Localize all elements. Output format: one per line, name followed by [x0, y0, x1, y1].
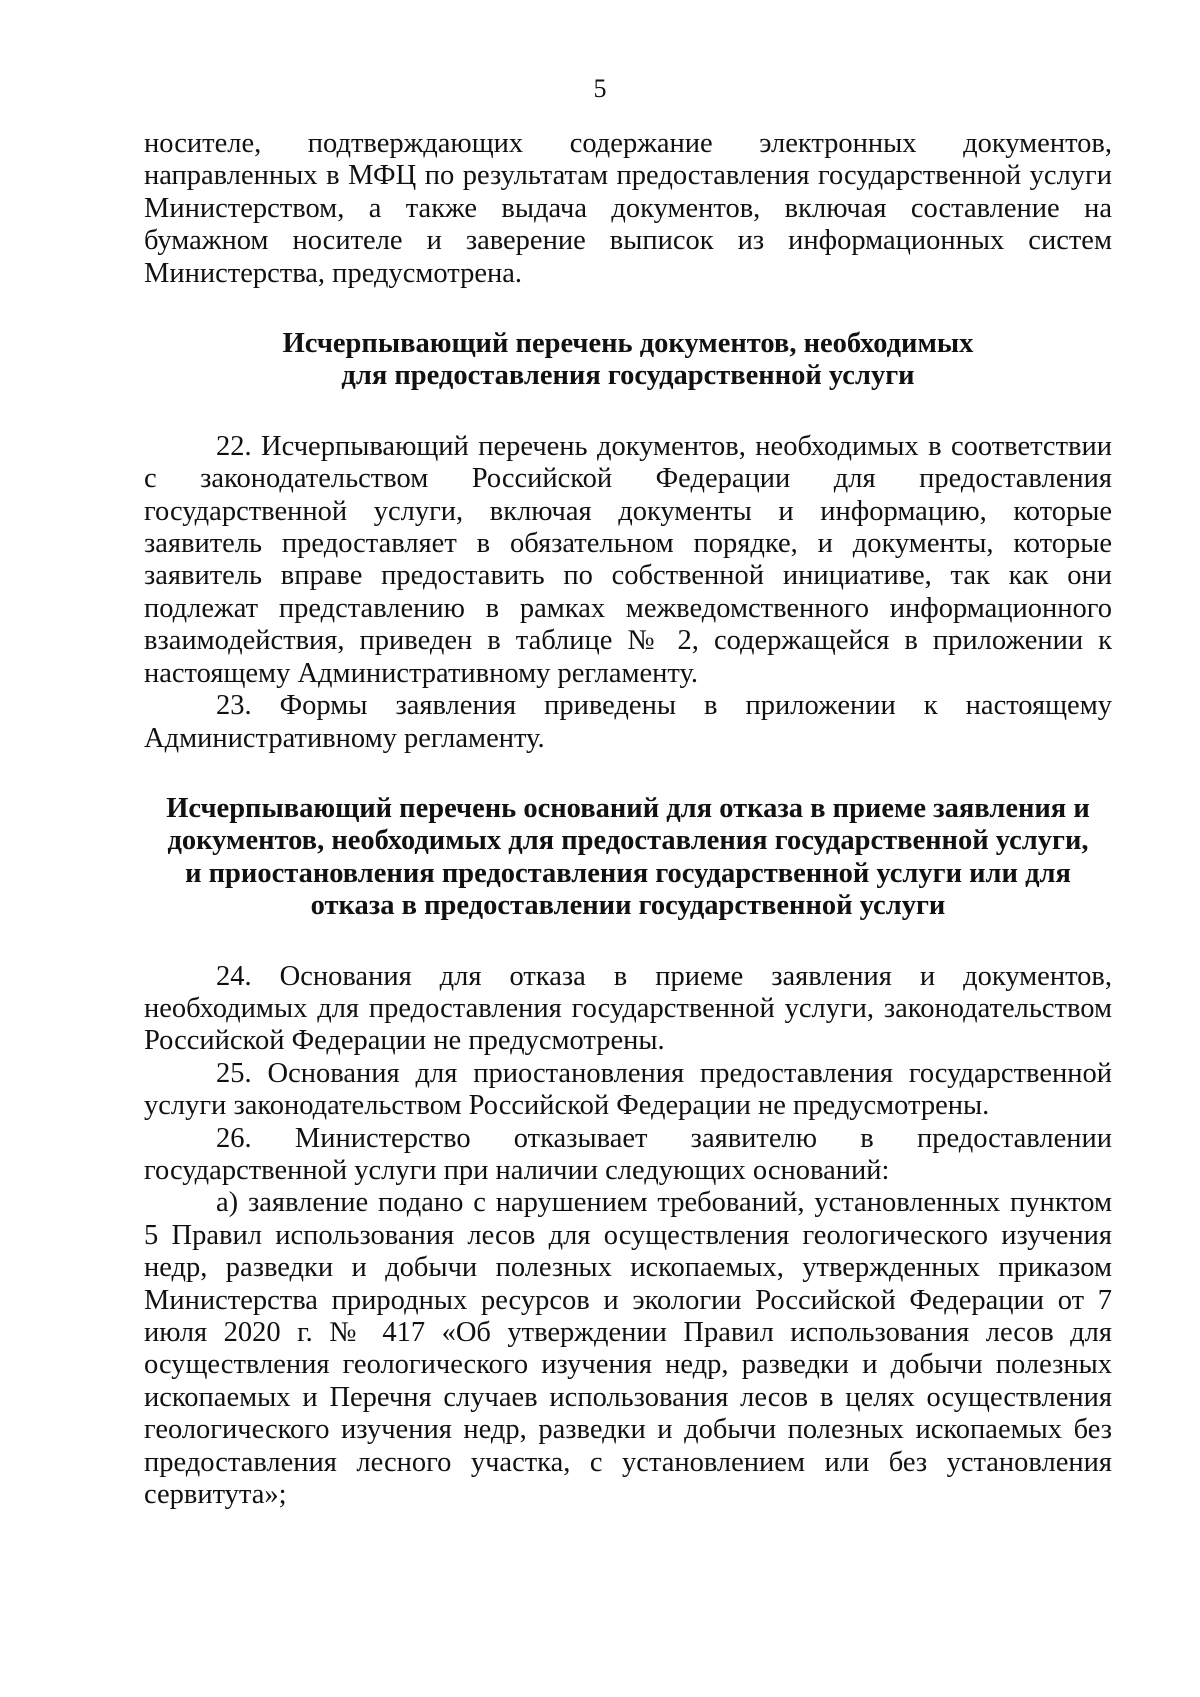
heading-refusal-grounds — [144, 793, 1112, 923]
intro-paragraph: носителе, подтверждающих содержание электронных документов, направленных в МФЦ по результатам предоставления государственной услуги Министерством, а также выдача документов, включая составление на бумажном носителе и заверение выписок из информационных систем Министерства, предусмотрена. — [144, 128, 1112, 289]
document-body — [144, 128, 1112, 1511]
clause-26: 26. Министерство отказывает заявителю в предоставлении государственной услуги при наличии следующих оснований: — [144, 1122, 1112, 1186]
heading-required-documents — [144, 328, 1112, 393]
heading-line: Исчерпывающий перечень оснований для отказа в приеме заявления и — [166, 792, 1090, 824]
clause-26-a: а) заявление подано с нарушением требований, установленных пунктом 5 Правил использования лесов для осуществления геологического изучения недр, разведки и добычи полезных ископаемых, утвержденных приказом Министерства природных ресурсов и экологии Российской Федерации от 7 июля 2020 г. № 417 «Об утверждении Правил использования лесов для осуществления геологического изучения недр, разведки и добычи полезных ископаемых и Перечня случаев использования лесов в целях осуществления геологического изучения недр, разведки и добычи полезных ископаемых без предоставления лесного участка, с установлением или без установления сервитута»; — [144, 1187, 1112, 1511]
heading-line: отказа в предоставлении государственной услуги — [310, 890, 946, 922]
clause-22: 22. Исчерпывающий перечень документов, необходимых в соответствии с законодательством Российской Федерации для предоставления государственной услуги, включая документы и информацию, которые заявитель предоставляет в обязательном порядке, и документы, которые заявитель вправе предоставить по собственной инициативе, так как они подлежат представлению в рамках межведомственного информационного взаимодействия, приведен в таблице № 2, содержащейся в приложении к настоящему Административному регламенту. — [144, 430, 1112, 689]
clause-23: 23. Формы заявления приведены в приложении к настоящему Административному регламенту. — [144, 690, 1112, 754]
heading-line: документов, необходимых для предоставления государственной услуги, — [167, 825, 1089, 857]
page-number: 5 — [593, 74, 607, 103]
heading-line: и приостановления предоставления государственной услуги или для — [185, 857, 1071, 889]
heading-line: Исчерпывающий перечень документов, необходимых — [282, 328, 974, 360]
clause-24: 24. Основания для отказа в приеме заявления и документов, необходимых для предоставления государственной услуги, законодательством Российской Федерации не предусмотрены. — [144, 960, 1112, 1057]
heading-line: для предоставления государственной услуги — [341, 360, 915, 392]
clause-25: 25. Основания для приостановления предоставления государственной услуги законодательством Российской Федерации не предусмотрены. — [144, 1057, 1112, 1122]
